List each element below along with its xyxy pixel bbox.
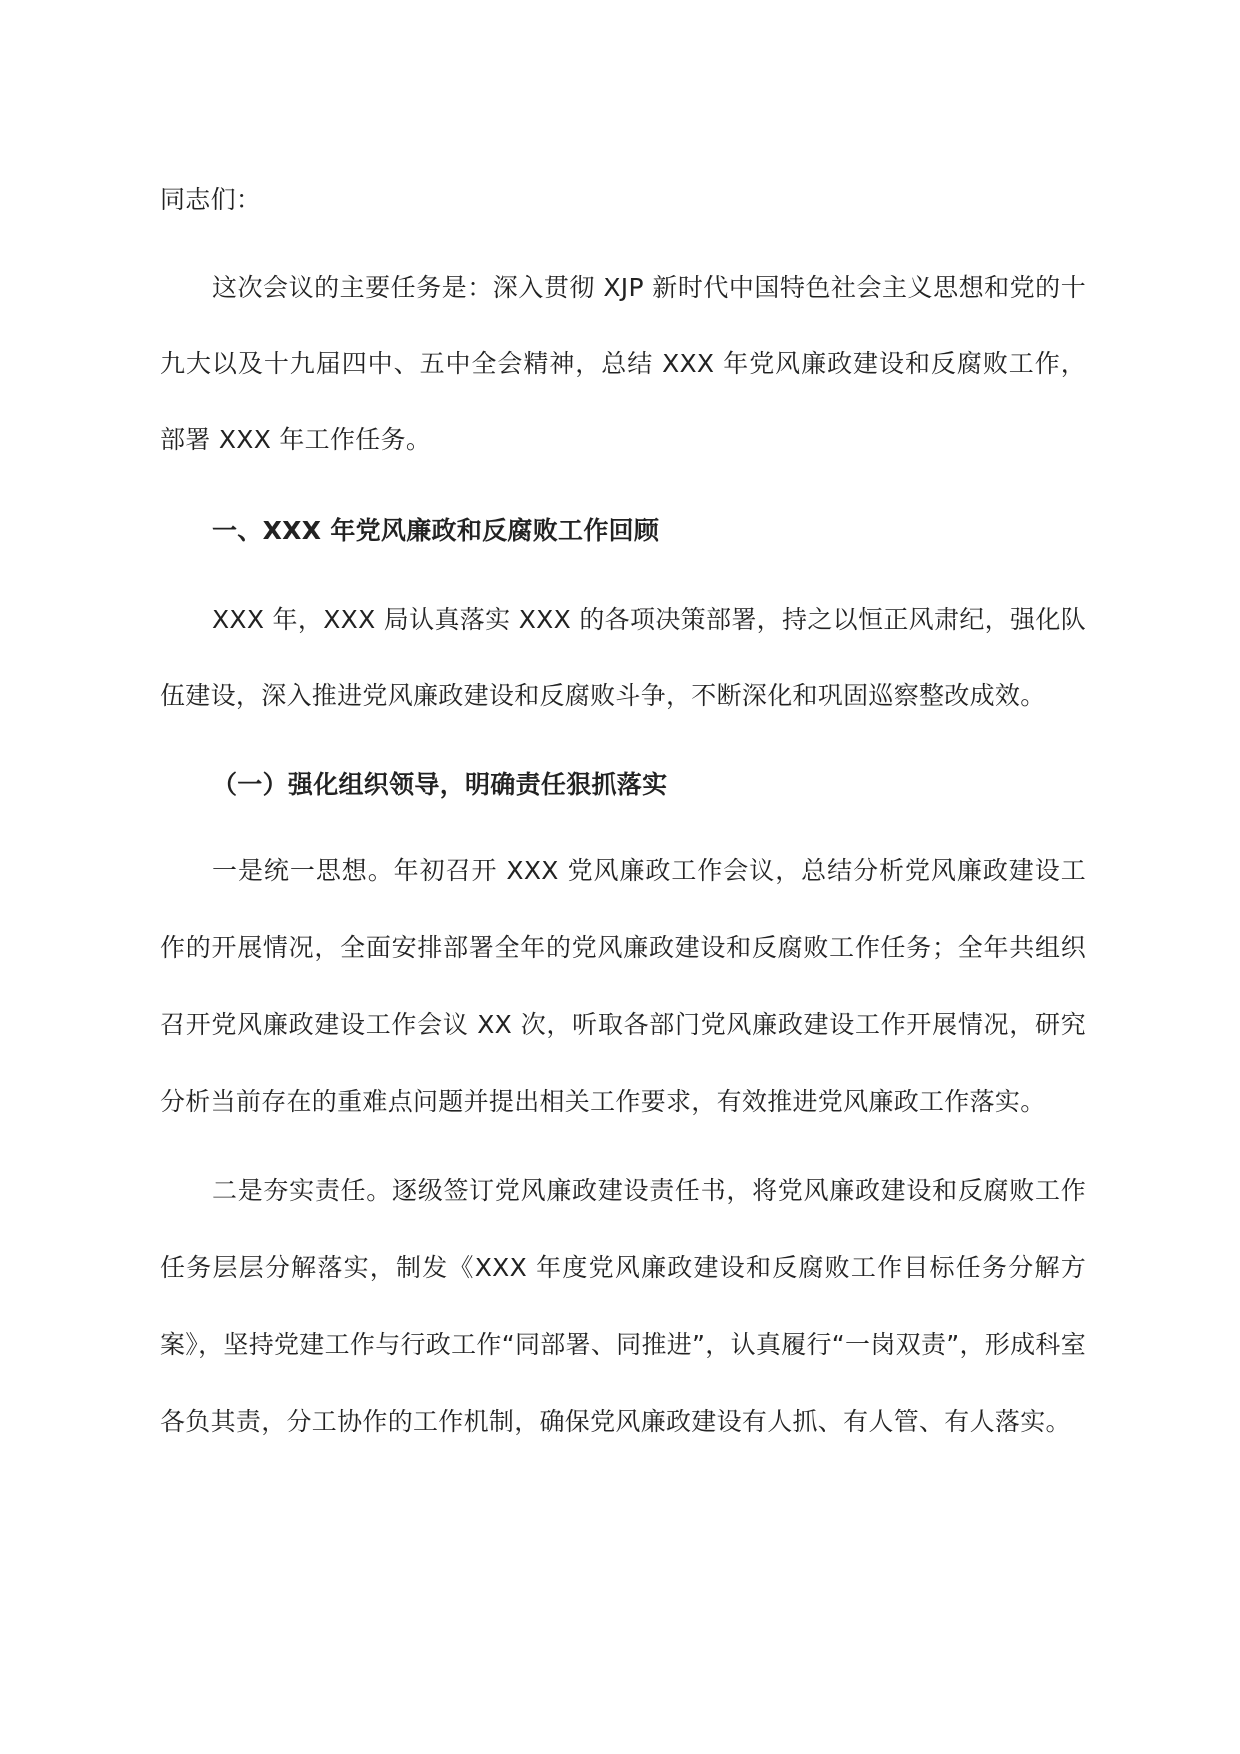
document-body: [160, 162, 1086, 1460]
section-1-paragraph: XXX 年，XXX 局认真落实 XXX 的各项决策部署，持之以恒正风肃纪，强化队伍建设，深入推进党风廉政建设和反腐败斗争，不断深化和巩固巡察整改成效。: [160, 605, 1086, 710]
subsection-1-heading: （一）强化组织领导，明确责任狠抓落实: [212, 770, 668, 799]
paragraph-unify-thinking: 一是统一思想。年初召开 XXX 党风廉政工作会议，总结分析党风廉政建设工作的开展情况，全面安排部署全年的党风廉政建设和反腐败工作任务；全年共组织召开党风廉政建设工作会议 XX 次，听取各部门党风廉政建设工作开展情况，研究分析当前存在的重难点问题并提出相关工作要求，有效推进党风廉政工作落实。: [160, 856, 1086, 1116]
section-1-heading: 一、XXX 年党风廉政和反腐败工作回顾: [212, 516, 660, 545]
intro-paragraph: 这次会议的主要任务是：深入贯彻 XJP 新时代中国特色社会主义思想和党的十九大以及十九届四中、五中全会精神，总结 XXX 年党风廉政建设和反腐败工作，部署 XXX 年工作任务。: [160, 273, 1086, 454]
paragraph-consolidate-responsibility: 二是夯实责任。逐级签订党风廉政建设责任书，将党风廉政建设和反腐败工作任务层层分解落实，制发《XXX 年度党风廉政建设和反腐败工作目标任务分解方案》，坚持党建工作与行政工作“同部署、同推进”，认真履行“一岗双责”，形成科室各负其责，分工协作的工作机制，确保党风廉政建设有人抓、有人管、有人落实。: [160, 1176, 1087, 1436]
salutation: 同志们：: [160, 185, 262, 214]
